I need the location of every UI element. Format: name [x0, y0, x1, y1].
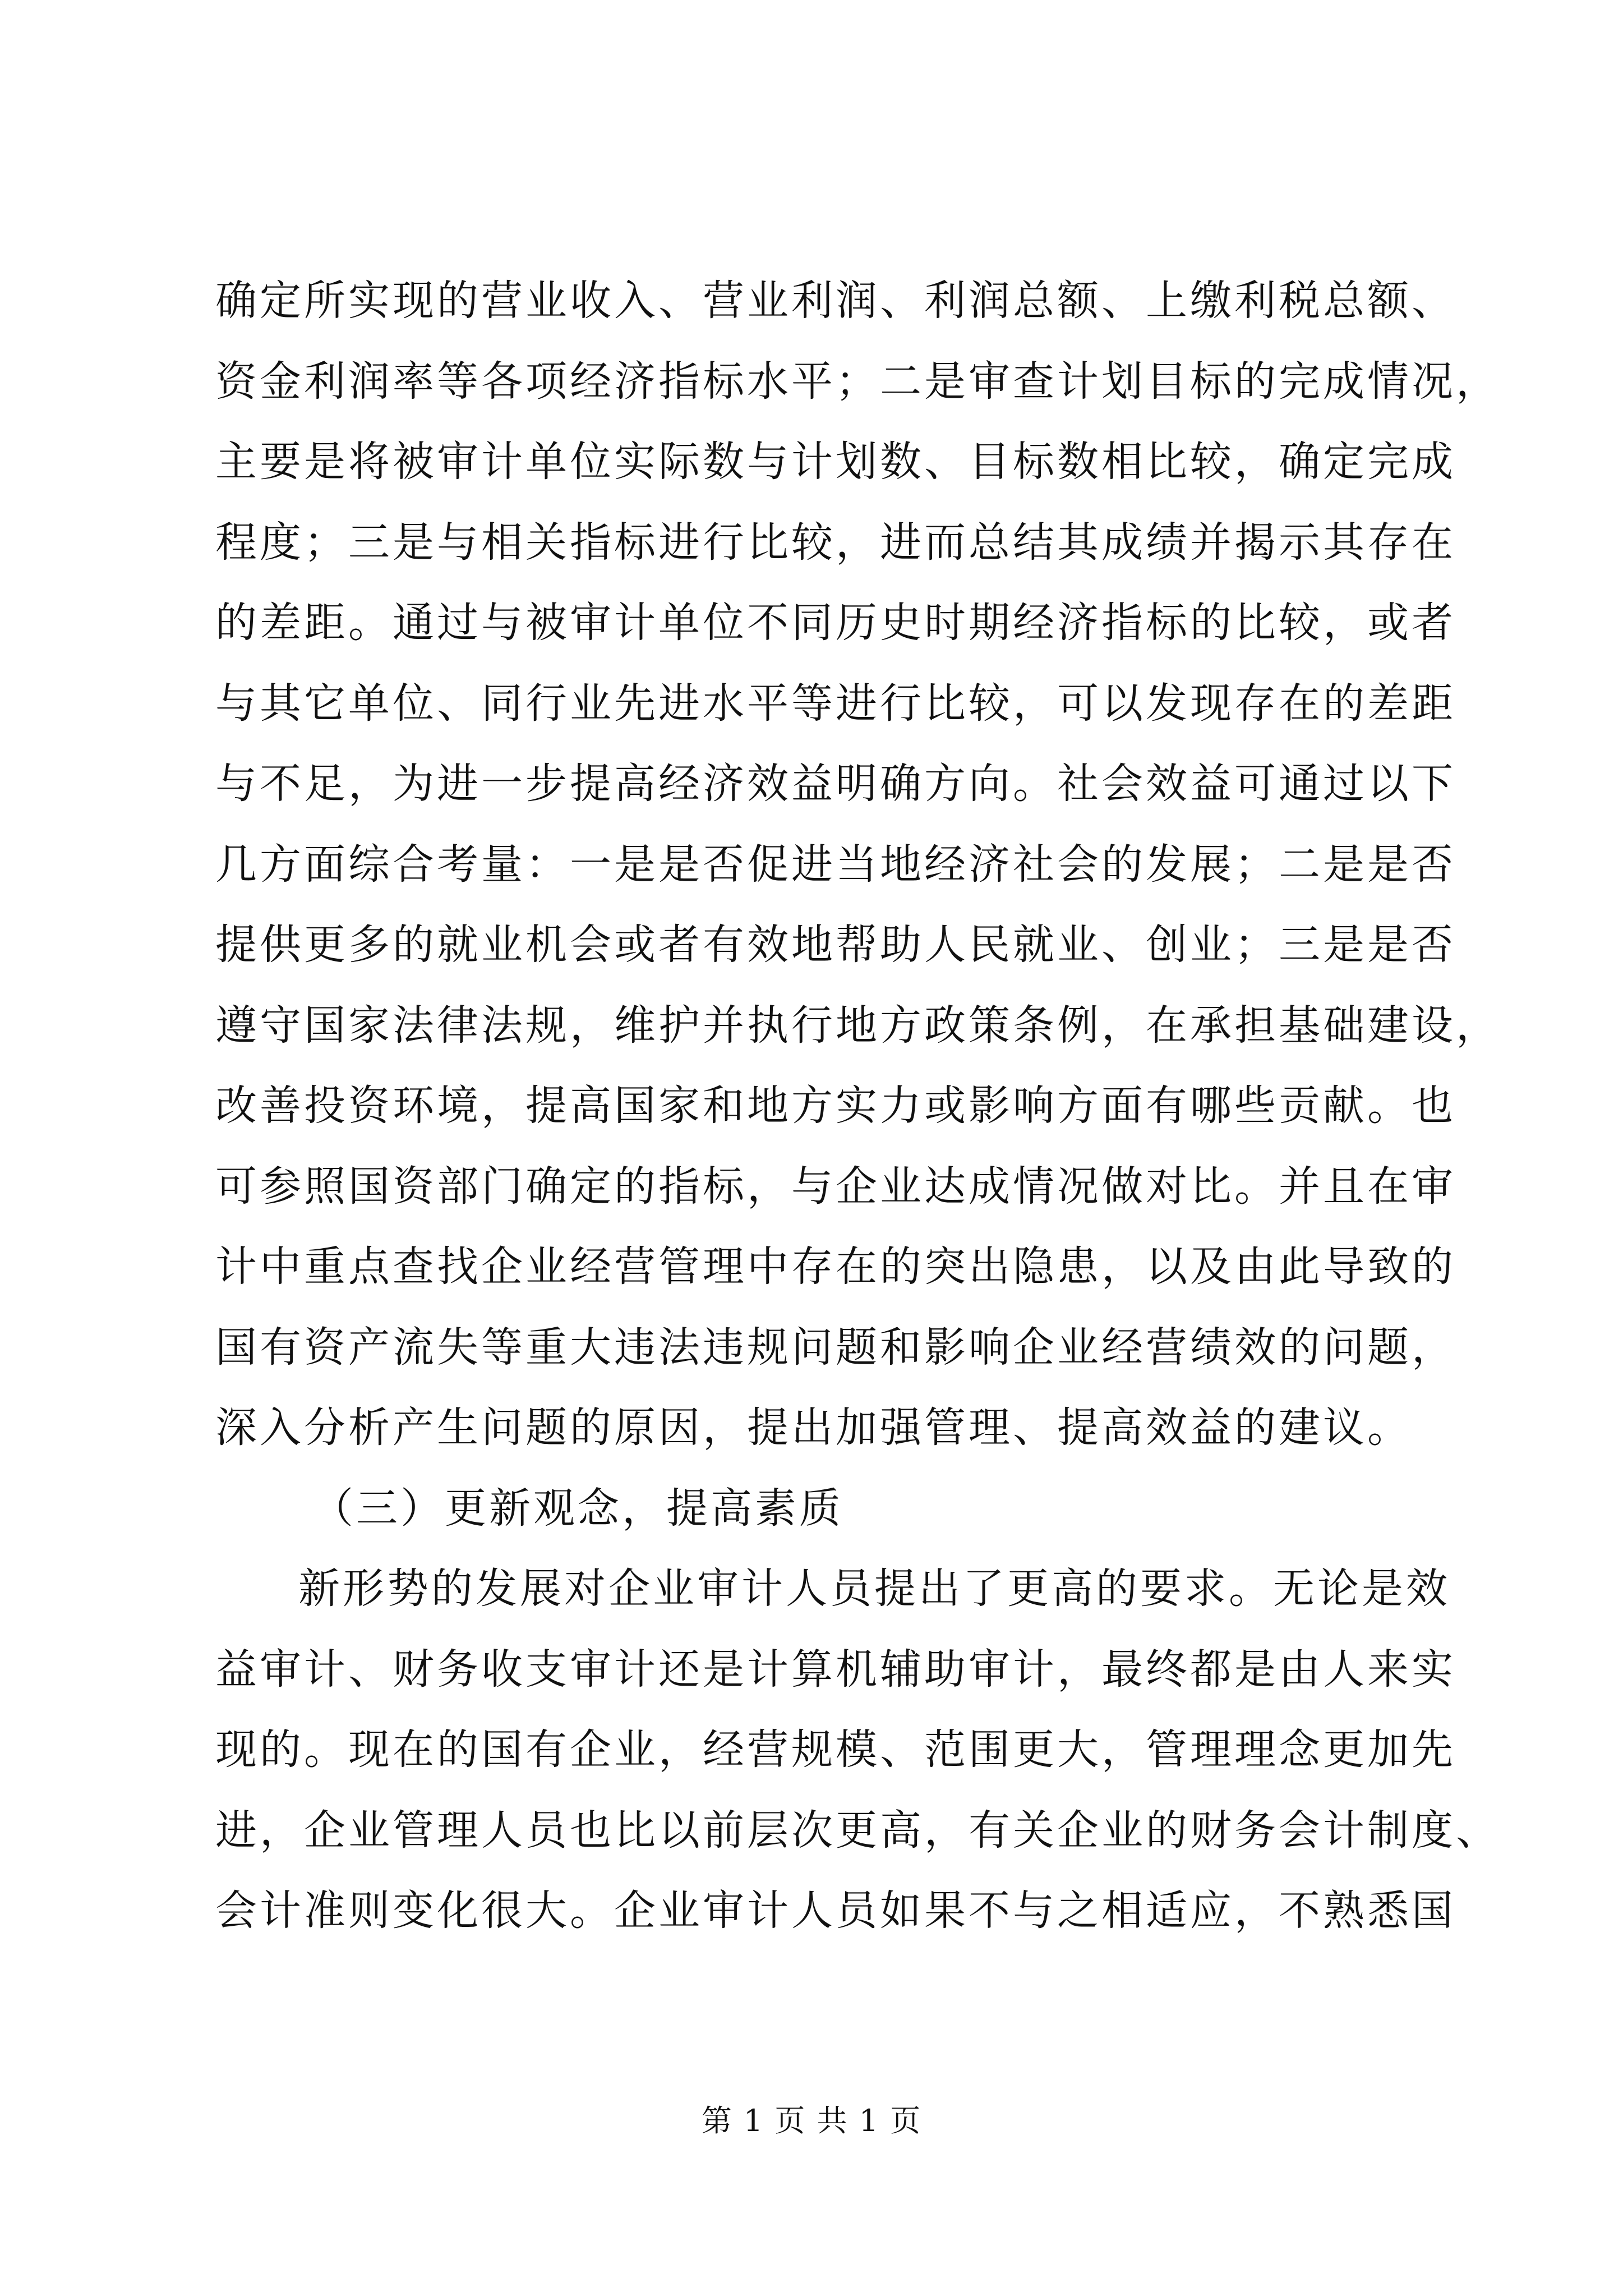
text-line: 会计准则变化很大。企业审计人员如果不与之相适应，不熟悉国	[215, 1887, 1456, 1935]
text-line: 改善投资环境，提高国家和地方实力或影响方面有哪些贡献。也	[215, 1082, 1456, 1130]
text-line: 程度；三是与相关指标进行比较，进而总结其成绩并揭示其存在	[215, 518, 1456, 567]
text-line: 资金利润率等各项经济指标水平；二是审查计划目标的完成情况，	[215, 357, 1500, 406]
text-line: 主要是将被审计单位实际数与计划数、目标数相比较，确定完成	[215, 438, 1456, 486]
text-line: 进，企业管理人员也比以前层次更高，有关企业的财务会计制度、	[215, 1806, 1500, 1855]
text-line: 的差距。通过与被审计单位不同历史时期经济指标的比较，或者	[215, 599, 1456, 647]
text-line: 可参照国资部门确定的指标，与企业达成情况做对比。并且在审	[215, 1162, 1456, 1211]
text-line: 国有资产流失等重大违法违规问题和影响企业经营绩效的问题，	[215, 1323, 1456, 1372]
text-line: 现的。现在的国有企业，经营规模、范围更大，管理理念更加先	[215, 1726, 1456, 1774]
text-line: 与不足，为进一步提高经济效益明确方向。社会效益可通过以下	[215, 760, 1456, 808]
text-line: 遵守国家法律法规，维护并执行地方政策条例，在承担基础建设，	[215, 1001, 1500, 1050]
text-line: 与其它单位、同行业先进水平等进行比较，可以发现存在的差距	[215, 679, 1456, 728]
page-footer: 第 1 页 共 1 页	[701, 2103, 922, 2138]
body-text	[215, 261, 1500, 1952]
paragraph-first-line: 新形势的发展对企业审计人员提出了更高的要求。无论是效	[298, 1565, 1450, 1613]
text-line: 深入分析产生问题的原因，提出加强管理、提高效益的建议。	[215, 1404, 1412, 1452]
text-line: 计中重点查找企业经营管理中存在的突出隐患，以及由此导致的	[215, 1243, 1456, 1291]
text-line: 提供更多的就业机会或者有效地帮助人民就业、创业；三是是否	[215, 921, 1456, 969]
text-line: 几方面综合考量：一是是否促进当地经济社会的发展；二是是否	[215, 840, 1456, 889]
section-heading: （三）更新观念，提高素质	[312, 1484, 843, 1533]
text-line: 益审计、财务收支审计还是计算机辅助审计，最终都是由人来实	[215, 1645, 1456, 1694]
text-line: 确定所实现的营业收入、营业利润、利润总额、上缴利税总额、	[215, 277, 1456, 325]
